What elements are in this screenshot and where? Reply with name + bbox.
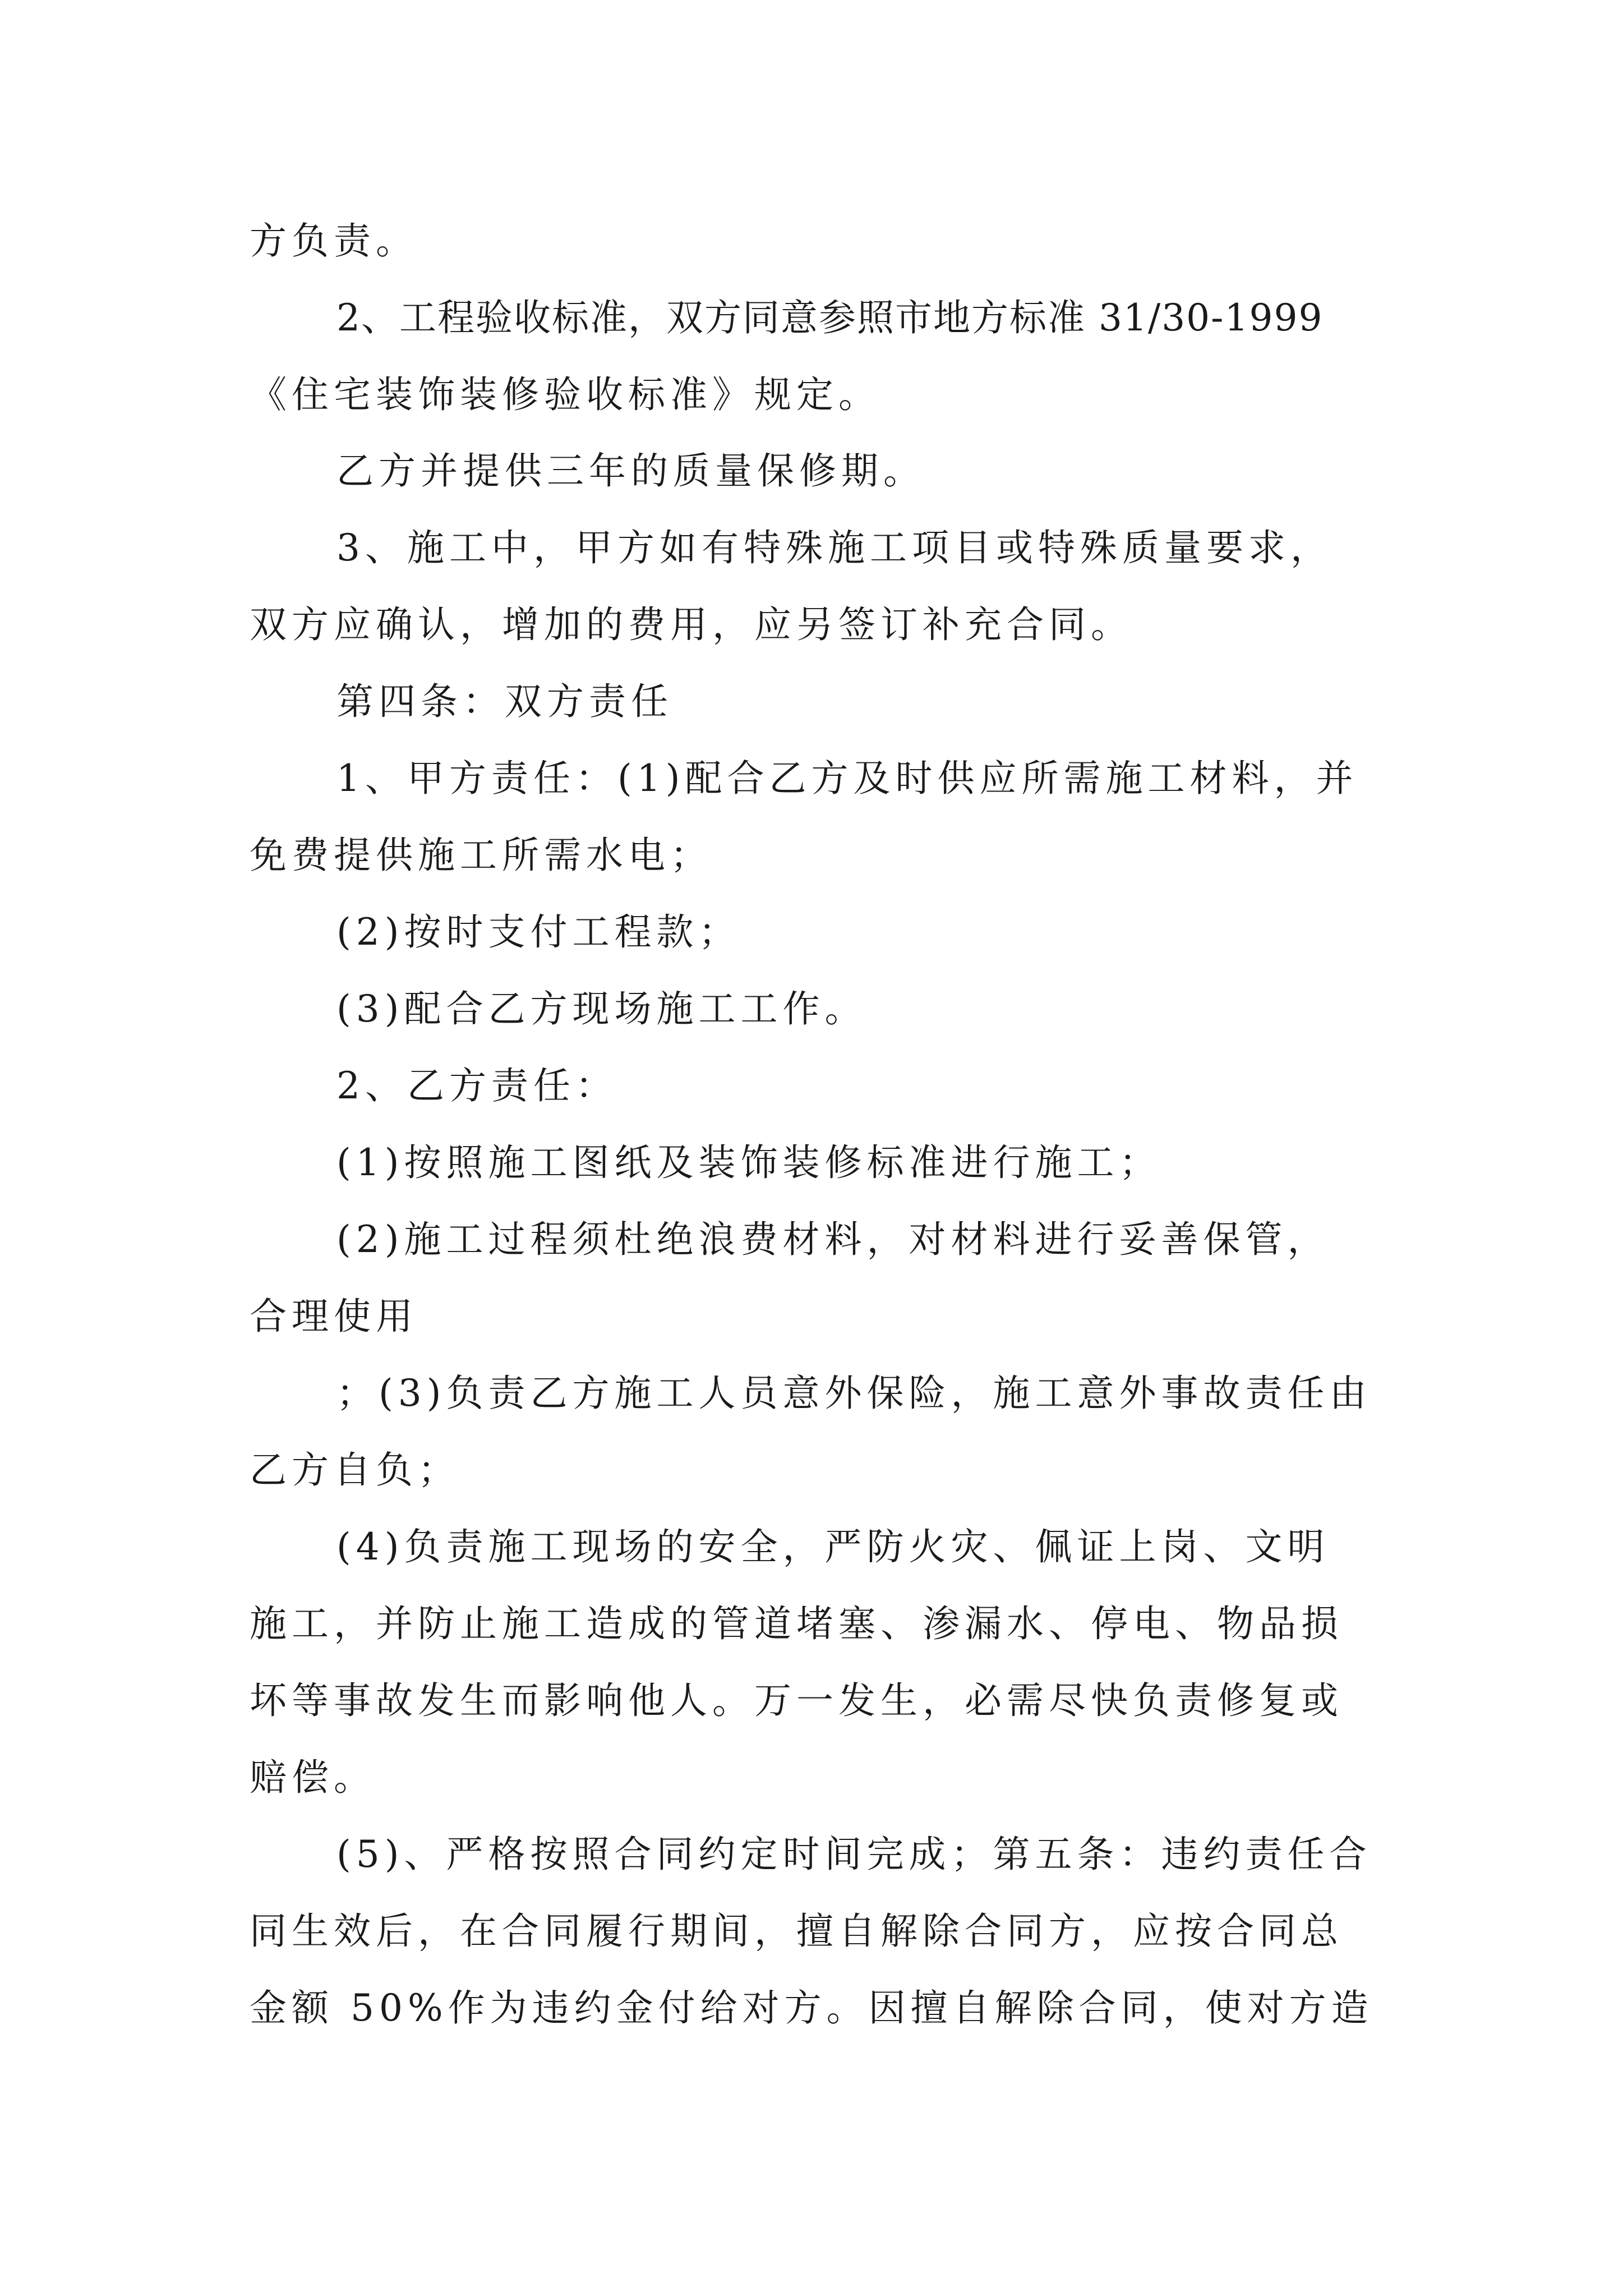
section-heading-4: 第四条：双方责任 xyxy=(336,680,673,723)
text-line-18: (4)负责施工现场的安全，严防火灾、佩证上岗、文明 xyxy=(336,1525,1330,1568)
text-line-23: 同生效后，在合同履行期间，擅自解除合同方，应按合同总 xyxy=(250,1910,1343,1953)
text-line-22: (5)、严格按照合同约定时间完成；第五条：违约责任合 xyxy=(336,1833,1372,1876)
text-line-4: 乙方并提供三年的质量保修期。 xyxy=(336,449,925,493)
text-line-3: 《住宅装饰装修验收标准》规定。 xyxy=(250,373,880,416)
text-line-24: 金额 50%作为违约金付给对方。因擅自解除合同，使对方造 xyxy=(250,1986,1373,2030)
text-line-8: 1、甲方责任：(1)配合乙方及时供应所需施工材料，并 xyxy=(336,757,1358,800)
text-line-17: 乙方自负； xyxy=(250,1448,460,1492)
text-line-5: 3、施工中，甲方如有特殊施工项目或特殊质量要求， xyxy=(336,526,1332,569)
text-line-20: 坏等事故发生而影响他人。万一发生，必需尽快负责修复或 xyxy=(250,1679,1343,1722)
text-line-6: 双方应确认，增加的费用，应另签订补充合同。 xyxy=(250,603,1133,646)
text-line-1: 方负责。 xyxy=(250,219,418,263)
text-line-16: ；(3)负责乙方施工人员意外保险，施工意外事故责任由 xyxy=(336,1372,1372,1415)
text-line-12: 2、乙方责任： xyxy=(336,1064,617,1107)
text-line-10: (2)按时支付工程款； xyxy=(336,910,741,954)
text-line-9: 免费提供施工所需水电； xyxy=(250,834,712,877)
text-line-2: 2、工程验收标准，双方同意参照市地方标准 31/30-1999 xyxy=(336,296,1324,339)
text-line-14: (2)施工过程须杜绝浪费材料，对材料进行妥善保管， xyxy=(336,1218,1330,1261)
text-line-11: (3)配合乙方现场施工工作。 xyxy=(336,987,867,1030)
text-line-21: 赔偿。 xyxy=(250,1756,376,1799)
text-line-15: 合理使用 xyxy=(250,1295,418,1338)
text-line-19: 施工，并防止施工造成的管道堵塞、渗漏水、停电、物品损 xyxy=(250,1602,1343,1645)
text-line-13: (1)按照施工图纸及装饰装修标准进行施工； xyxy=(336,1141,1161,1184)
